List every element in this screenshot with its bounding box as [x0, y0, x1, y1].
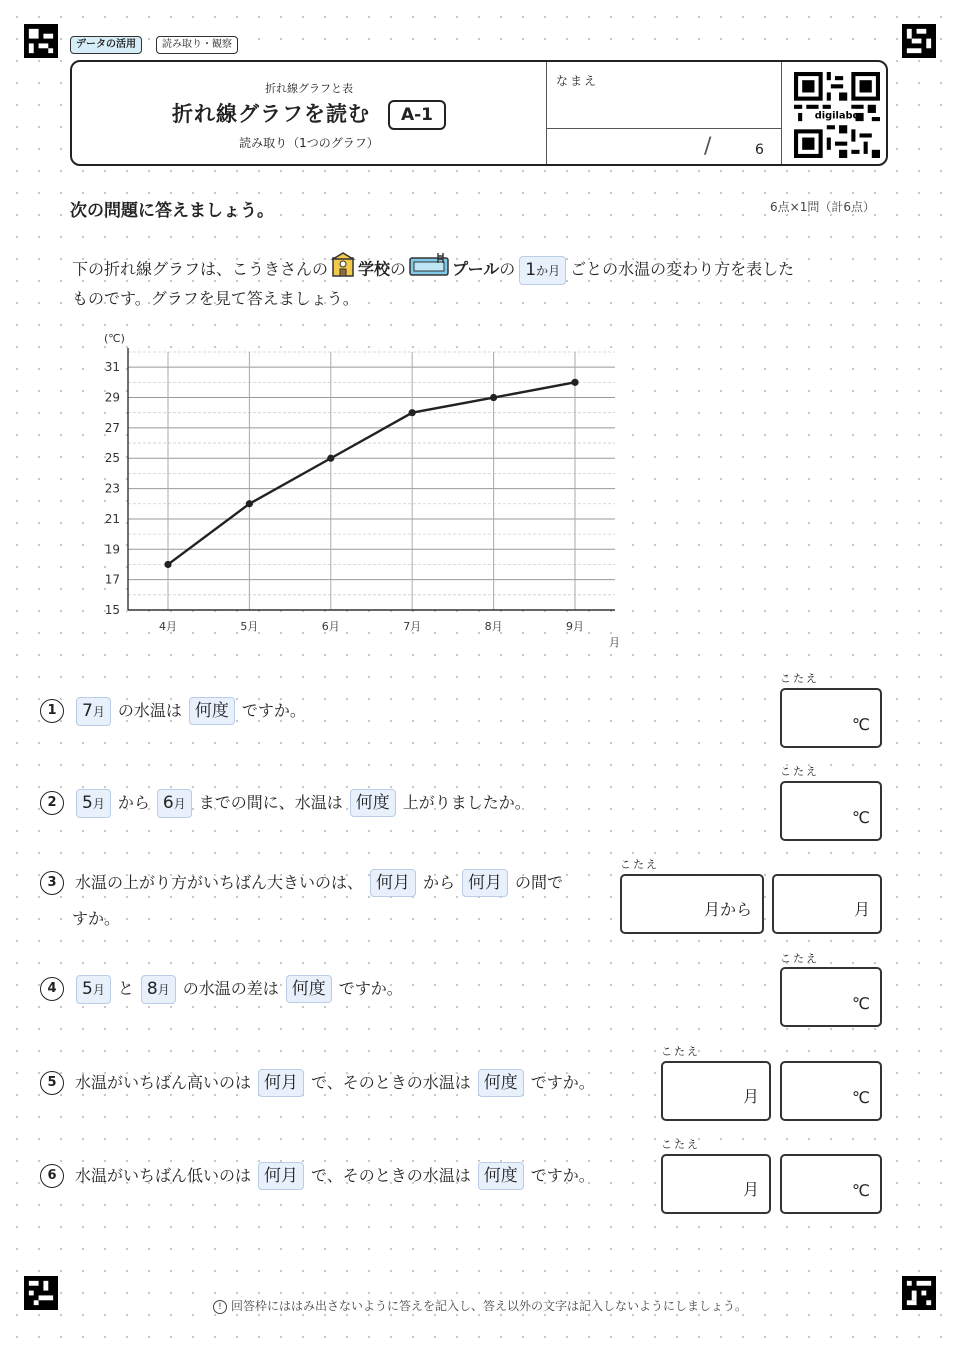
period-number: 1 [525, 259, 537, 280]
answer-label: こたえ [661, 1045, 700, 1058]
info-icon: ! [213, 1300, 227, 1314]
answer-box[interactable] [661, 1154, 771, 1214]
pill-value: 8 [146, 979, 158, 999]
answer-label: こたえ [661, 1138, 700, 1151]
question-text-part: で、そのときの水温は [311, 1073, 471, 1092]
question-text [72, 1066, 598, 1100]
answer-unit: 月から [703, 900, 752, 919]
question-number: 3 [40, 871, 64, 895]
skill-tag: 読み取り・観察 [156, 36, 238, 54]
pill-unit: 月 [92, 983, 105, 997]
question-pill [76, 789, 111, 818]
question-pill [141, 975, 176, 1004]
pool-icon [408, 252, 450, 288]
question-pill [350, 789, 396, 817]
period-pill [519, 256, 566, 285]
question-text [72, 786, 534, 820]
points-text: 6点×1問（計6点） [770, 200, 875, 214]
header-sub2: 読み取り（1つのグラフ） [239, 136, 379, 150]
pill-value: 7 [82, 701, 93, 721]
question-pill [258, 1069, 304, 1097]
pill-unit: 月 [157, 983, 170, 997]
footer-note [0, 1297, 960, 1314]
question-text-part: の水温は [117, 701, 182, 720]
pill-value: 何月 [376, 873, 411, 893]
pill-value: 何度 [483, 1073, 518, 1093]
x-tick-label: 5月 [240, 620, 259, 633]
intro-text-1: 下の折れ線グラフは、こうきさんの [72, 259, 329, 279]
question-text-part: から [423, 873, 456, 892]
y-tick-label: 27 [104, 420, 120, 435]
question-pill [478, 1162, 524, 1190]
footer-text: 回答枠にははみ出さないように答えを記入し、答え以外の文字は記入しないようにしましょう。 [230, 1299, 747, 1313]
question-pill [76, 975, 111, 1004]
line-chart [80, 322, 640, 656]
answer-box[interactable] [780, 781, 882, 841]
pill-value: 何度 [483, 1166, 518, 1186]
question-text-part: ですか。 [530, 1166, 595, 1185]
question-text-part: までの間に、水温は [198, 793, 343, 812]
intro-text-4: ごとの水温の変わり方を表した [570, 259, 795, 279]
answer-label: こたえ [780, 952, 819, 965]
question-text-part: 水温の上がり方がいちばん大きいのは、 [75, 873, 364, 892]
intro-school: 学校 [358, 259, 391, 279]
answer-label: こたえ [620, 858, 659, 871]
question-number: 5 [40, 1071, 64, 1095]
question-pill [286, 975, 332, 1003]
pill-unit: 月 [173, 797, 186, 811]
school-icon [330, 252, 356, 288]
question-text-part: ですか。 [530, 1073, 595, 1092]
question-text-part: ですか。 [338, 979, 403, 998]
question-text-part: から [117, 793, 150, 812]
pill-value: 何月 [264, 1166, 299, 1186]
data-point [490, 394, 497, 401]
question-pill [76, 697, 111, 726]
pill-value: 何月 [468, 873, 503, 893]
page-title: 折れ線グラフを読む [172, 102, 370, 126]
question-number: 1 [40, 699, 64, 723]
question-text-part: と [117, 979, 134, 998]
answer-box[interactable] [620, 874, 764, 934]
category-tag: データの活用 [70, 36, 142, 54]
answer-unit: ℃ [852, 1181, 870, 1200]
answer-unit: ℃ [852, 715, 870, 734]
answer-box[interactable] [780, 1154, 882, 1214]
period-unit: か月 [536, 263, 561, 278]
question-text-part: ですか。 [241, 701, 306, 720]
question-number: 6 [40, 1164, 64, 1188]
intro-line-1 [72, 252, 794, 288]
question-pill [462, 869, 508, 897]
pill-value: 何度 [355, 793, 390, 813]
question-text [72, 694, 309, 728]
question-pill [258, 1162, 304, 1190]
question-text-part: 水温がいちばん高いのは [75, 1073, 252, 1092]
y-tick-label: 25 [104, 451, 120, 466]
x-tick-label: 7月 [403, 620, 422, 633]
question-number: 4 [40, 977, 64, 1001]
score-slash: / [704, 134, 712, 159]
y-tick-label: 17 [104, 572, 120, 587]
question-pill [189, 697, 235, 725]
worksheet-code: A-1 [388, 100, 446, 130]
data-point [327, 455, 334, 462]
name-field[interactable] [556, 100, 766, 126]
score-total: 6 [755, 142, 764, 158]
answer-box[interactable] [780, 967, 882, 1027]
pill-value: 5 [82, 793, 93, 813]
intro-line-2: ものです。グラフを見て答えましょう。 [72, 289, 359, 308]
intro-text-3: の [499, 259, 516, 279]
question-text-line2: すか。 [72, 909, 121, 928]
pill-value: 6 [162, 793, 174, 813]
pill-value: 5 [82, 979, 93, 999]
x-axis-label: 月 [609, 636, 620, 649]
answer-label: こたえ [780, 672, 819, 685]
answer-unit: ℃ [852, 808, 870, 827]
answer-unit: ℃ [852, 1088, 870, 1107]
worksheet-header [70, 60, 888, 166]
question-text-part: で、そのときの水温は [311, 1166, 471, 1185]
pill-unit: 月 [92, 797, 105, 811]
answer-box[interactable] [780, 688, 882, 748]
question-text [72, 866, 566, 900]
y-tick-label: 15 [104, 603, 120, 617]
data-point [409, 409, 416, 416]
qr-code[interactable] [794, 72, 880, 158]
corner-marker-top-left [24, 24, 58, 58]
pill-value: 何度 [291, 979, 326, 999]
question-text-part: 上がりましたか。 [402, 793, 531, 812]
question-pill [157, 789, 192, 818]
x-tick-label: 6月 [321, 620, 340, 633]
plot-area [128, 352, 615, 610]
y-tick-label: 29 [104, 390, 120, 405]
answer-label: こたえ [780, 765, 819, 778]
intro-pool: プール [452, 259, 500, 279]
qr-caption: digilabo [814, 110, 860, 122]
intro-text-2: の [390, 259, 407, 279]
instruction-text: 次の問題に答えましょう。 [70, 201, 274, 221]
question-number: 2 [40, 791, 64, 815]
x-tick-label: 4月 [159, 620, 177, 633]
answer-unit: ℃ [852, 994, 870, 1013]
y-tick-label: 21 [104, 511, 120, 526]
x-tick-label: 9月 [566, 620, 584, 633]
answer-unit: 月 [742, 1180, 759, 1199]
pill-value: 何度 [194, 701, 229, 721]
y-tick-label: 23 [104, 481, 120, 496]
data-point [164, 561, 171, 568]
pill-value: 何月 [264, 1073, 299, 1093]
question-pill [478, 1069, 524, 1097]
answer-box[interactable] [661, 1061, 771, 1121]
question-text-part: の間で [515, 873, 564, 892]
answer-box[interactable] [780, 1061, 882, 1121]
corner-marker-top-right [902, 24, 936, 58]
name-label: なまえ [556, 74, 599, 88]
data-point [571, 379, 578, 386]
y-axis-label: (℃) [104, 332, 125, 345]
answer-unit: 月 [853, 900, 870, 919]
y-tick-label: 31 [104, 360, 120, 375]
qr-code-icon [794, 72, 880, 158]
header-subtitle: 折れ線グラフと表 [265, 82, 353, 95]
question-text [72, 1159, 598, 1193]
question-text-part: の水温の差は [182, 979, 279, 998]
question-text [72, 972, 406, 1006]
pill-unit: 月 [92, 705, 105, 719]
question-text-part: 水温がいちばん低いのは [75, 1166, 252, 1185]
y-tick-label: 19 [104, 542, 120, 557]
question-pill [370, 869, 416, 897]
x-tick-label: 8月 [484, 620, 503, 633]
answer-box[interactable] [772, 874, 882, 934]
answer-unit: 月 [742, 1087, 759, 1106]
data-point [246, 500, 253, 507]
